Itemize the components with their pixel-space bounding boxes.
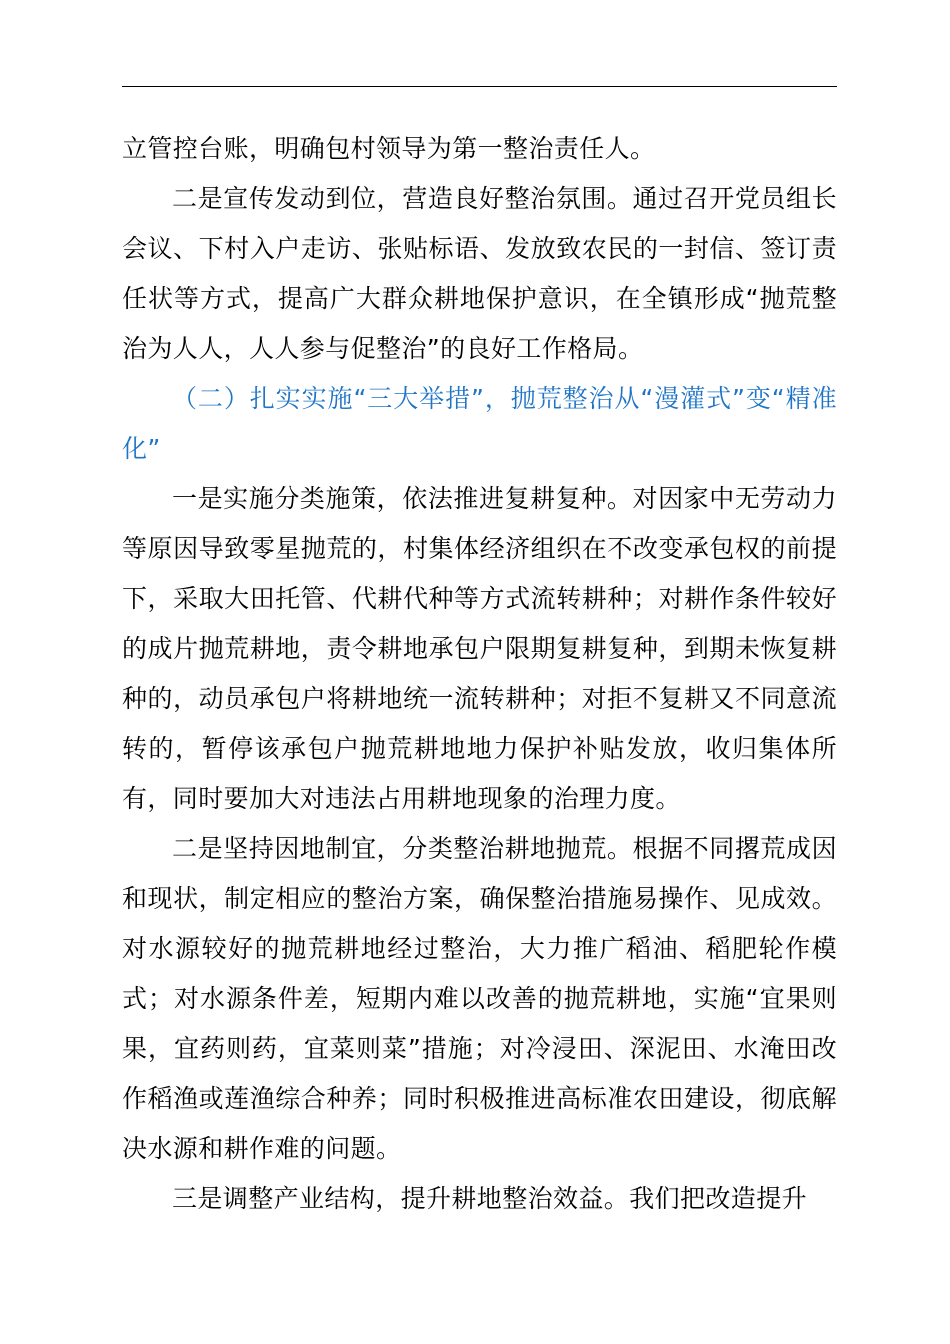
paragraph-publicity: 二是宣传发动到位，营造良好整治氛围。通过召开党员组长会议、下村入户走访、张贴标语、发放致农民的一封信、签订责任状等方式，提高广大群众耕地保护意识，在全镇形成“抛荒整治为人人，人人参与促整治”的良好工作格局。: [122, 184, 837, 363]
paragraph-local-conditions: 二是坚持因地制宜，分类整治耕地抛荒。根据不同撂荒成因和现状，制定相应的整治方案，确保整治措施易操作、见成效。对水源较好的抛荒耕地经过整治，大力推广稻油、稻肥轮作模式；对水源条件差，短期内难以改善的抛荒耕地，实施“宜果则果，宜药则药，宜菜则菜”措施；对冷浸田、深泥田、水淹田改作稻渔或莲渔综合种养；同时积极推进高标准农田建设，彻底解决水源和耕作难的问题。: [122, 834, 837, 1163]
header-rule: [122, 86, 837, 87]
paragraph-industry-structure: 三是调整产业结构，提升耕地整治效益。我们把改造提升: [172, 1184, 808, 1213]
section-heading-two: （二）扎实实施“三大举措”，抛荒整治从“漫灌式”变“精准化”: [122, 384, 837, 463]
paragraph-continuation: 立管控台账，明确包村领导为第一整治责任人。: [122, 134, 656, 163]
document-body: [122, 124, 837, 1224]
paragraph-classified-measures: 一是实施分类施策，依法推进复耕复种。对因家中无劳动力等原因导致零星抛荒的，村集体经济组织在不改变承包权的前提下，采取大田托管、代耕代种等方式流转耕种；对耕作条件较好的成片抛荒耕地，责令耕地承包户限期复耕复种，到期未恢复耕种的，动员承包户将耕地统一流转耕种；对拒不复耕又不同意流转的，暂停该承包户抛荒耕地地力保护补贴发放，收归集体所有，同时要加大对违法占用耕地现象的治理力度。: [122, 484, 837, 813]
